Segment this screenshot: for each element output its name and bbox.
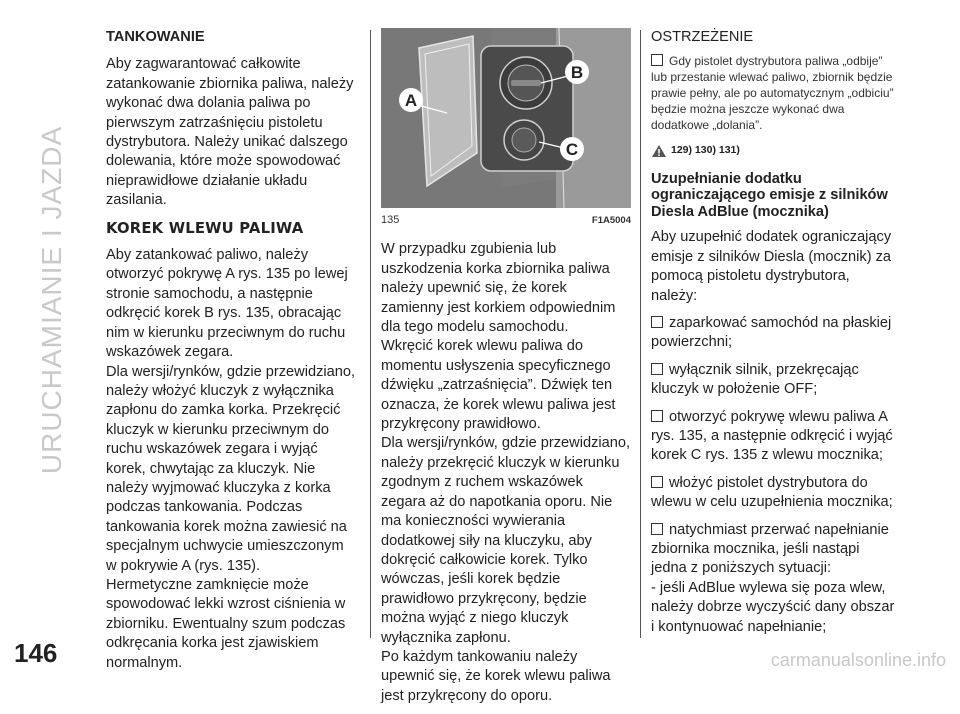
- callout-a: A: [404, 91, 418, 110]
- paragraph: Aby uzupełnić dodatek ograniczający emisje z silników Diesla (mocznik) za pomocą pistoletu dystrybutora, należy:: [651, 229, 892, 304]
- bullet-icon: [651, 54, 663, 66]
- list-item-text: natychmiast przerwać napełnianie zbiornika mocznika, jeśli nastąpi jedna z poniższych sytuacji:: [651, 521, 889, 577]
- warning-references: [651, 141, 899, 160]
- warning-triangle-icon: [651, 144, 667, 158]
- paragraph: Aby zagwarantować całkowite zatankowanie zbiornika paliwa, należy wykonać dwa dolania paliwa po pierwszym zatrzaśnięciu pistoletu dystrybutora. Należy unikać dalszego dolewania, które może spowodować nieprawidłowe działanie układu zasilania.: [106, 56, 354, 209]
- paragraph: Dla wersji/rynków, gdzie przewidziano, należy włożyć kluczyk z wyłącznika zapłonu do zamka korka. Przekręcić kluczyk w kierunku przeciwnym do ruchu wskazówek zegara i wyjąć korek, chwytając za kluczyk. Nie należy wyjmować kluczyka z korka podczas tankowania. Podczas tankowania korek można zawiesić na specjalnym uchwycie umieszczonym w pokrywie A (rys. 135).: [106, 363, 356, 574]
- list-item: [651, 408, 899, 466]
- column-right: [651, 28, 899, 645]
- bullet-icon: [651, 523, 663, 535]
- list-item-text: wyłącznik silnik, przekręcając kluczyk w położenie OFF;: [651, 361, 859, 398]
- column-middle: [381, 28, 631, 714]
- warning-text: [651, 53, 899, 133]
- heading-adblue: Uzupełnianie dodatku ograniczającego emisje z silników Diesla AdBlue (mocznika): [651, 170, 888, 220]
- figure-code: F1A5004: [591, 215, 631, 226]
- paragraph: W przypadku zgubienia lub uszkodzenia korka zbiornika paliwa należy upewnić się, że korek zamienny jest korkiem odpowiednim dla tego modelu samochodu.: [381, 241, 616, 336]
- warning-text-content: Gdy pistolet dystrybutora paliwa „odbije” lub przestanie wlewać paliwo, zbiornik będzie prawie pełny, ale po automatycznym „odbiciu” będzie można jeszcze wykonać dwa dodatkowe „dolania”.: [651, 54, 894, 133]
- heading-tankowanie: TANKOWANIE: [106, 29, 205, 45]
- column-left: [106, 28, 358, 681]
- bullet-icon: [651, 363, 663, 375]
- callout-b: B: [570, 63, 584, 82]
- paragraph: Dla wersji/rynków, gdzie przewidziano, należy przekręcić kluczyk w kierunku zgodnym z ruchem wskazówek zegara aż do napotkania oporu. Nie ma konieczności wywierania dodatkowej siły na kluczyku, aby dokręcić całkowicie korek. Tylko wówczas, jeśli korek będzie prawidłowo przykręcony, będzie można wyjąć z niego kluczyk wyłącznika zapłonu.: [381, 435, 631, 646]
- paragraph: Po każdym tankowaniu należy upewnić się, że korek wlewu paliwa jest przykręcony do oporu.: [381, 648, 611, 704]
- figure-caption: [381, 211, 631, 230]
- list-item-text: otworzyć pokrywę wlewu paliwa A rys. 135, a następnie odkręcić i wyjąć korek C rys. 135 z wlewu mocznika;: [651, 408, 893, 464]
- list-item-text: włożyć pistolet dystrybutora do wlewu w celu uzupełnienia mocznika;: [651, 474, 893, 511]
- callout-c: C: [565, 140, 579, 159]
- column-divider-1: [370, 30, 371, 638]
- list-item: [651, 521, 899, 579]
- heading-korek-wlewu: KOREK WLEWU PALIWA: [106, 219, 304, 237]
- bullet-icon: [651, 476, 663, 488]
- warning-heading: OSTRZEŻENIE: [651, 29, 754, 45]
- paragraph: Aby zatankować paliwo, należy otworzyć pokrywę A rys. 135 po lewej stronie samochodu, a następnie odkręcić korek B rys. 135, obracając nim w kierunku przeciwnym do ruchu wskazówek zegara.: [106, 247, 348, 361]
- figure-135: [381, 28, 631, 230]
- bullet-icon: [651, 316, 663, 328]
- chapter-side-title: URUCHAMIANIE I JAZDA: [36, 125, 67, 475]
- warning-refs-text: 129) 130) 131): [671, 144, 740, 157]
- list-item: [651, 361, 899, 400]
- fuel-filler-illustration: [381, 28, 631, 208]
- watermark: carmanualsonline.info: [770, 650, 946, 670]
- paragraph: Wkręcić korek wlewu paliwa do momentu usłyszenia specyficznego dźwięku „zatrzaśnięcia”. Dźwięk ten oznacza, że korek wlewu paliwa jest przykręcony prawidłowo.: [381, 338, 616, 433]
- bullet-icon: [651, 410, 663, 422]
- column-divider-2: [640, 30, 641, 638]
- list-item: [651, 314, 899, 353]
- paragraph: - jeśli AdBlue wylewa się poza wlew, należy dobrze wyczyścić dany obszar i kontynuować napełnianie;: [651, 579, 895, 635]
- paragraph: Hermetyczne zamknięcie może spowodować lekki wzrost ciśnienia w zbiorniku. Ewentualny szum podczas odkręcania korka jest zjawiskiem normalnym.: [106, 576, 346, 671]
- page-number: 146: [14, 638, 58, 668]
- list-item: [651, 474, 899, 513]
- list-item-text: zaparkować samochód na płaskiej powierzchni;: [651, 314, 892, 351]
- figure-number: 135: [381, 214, 400, 226]
